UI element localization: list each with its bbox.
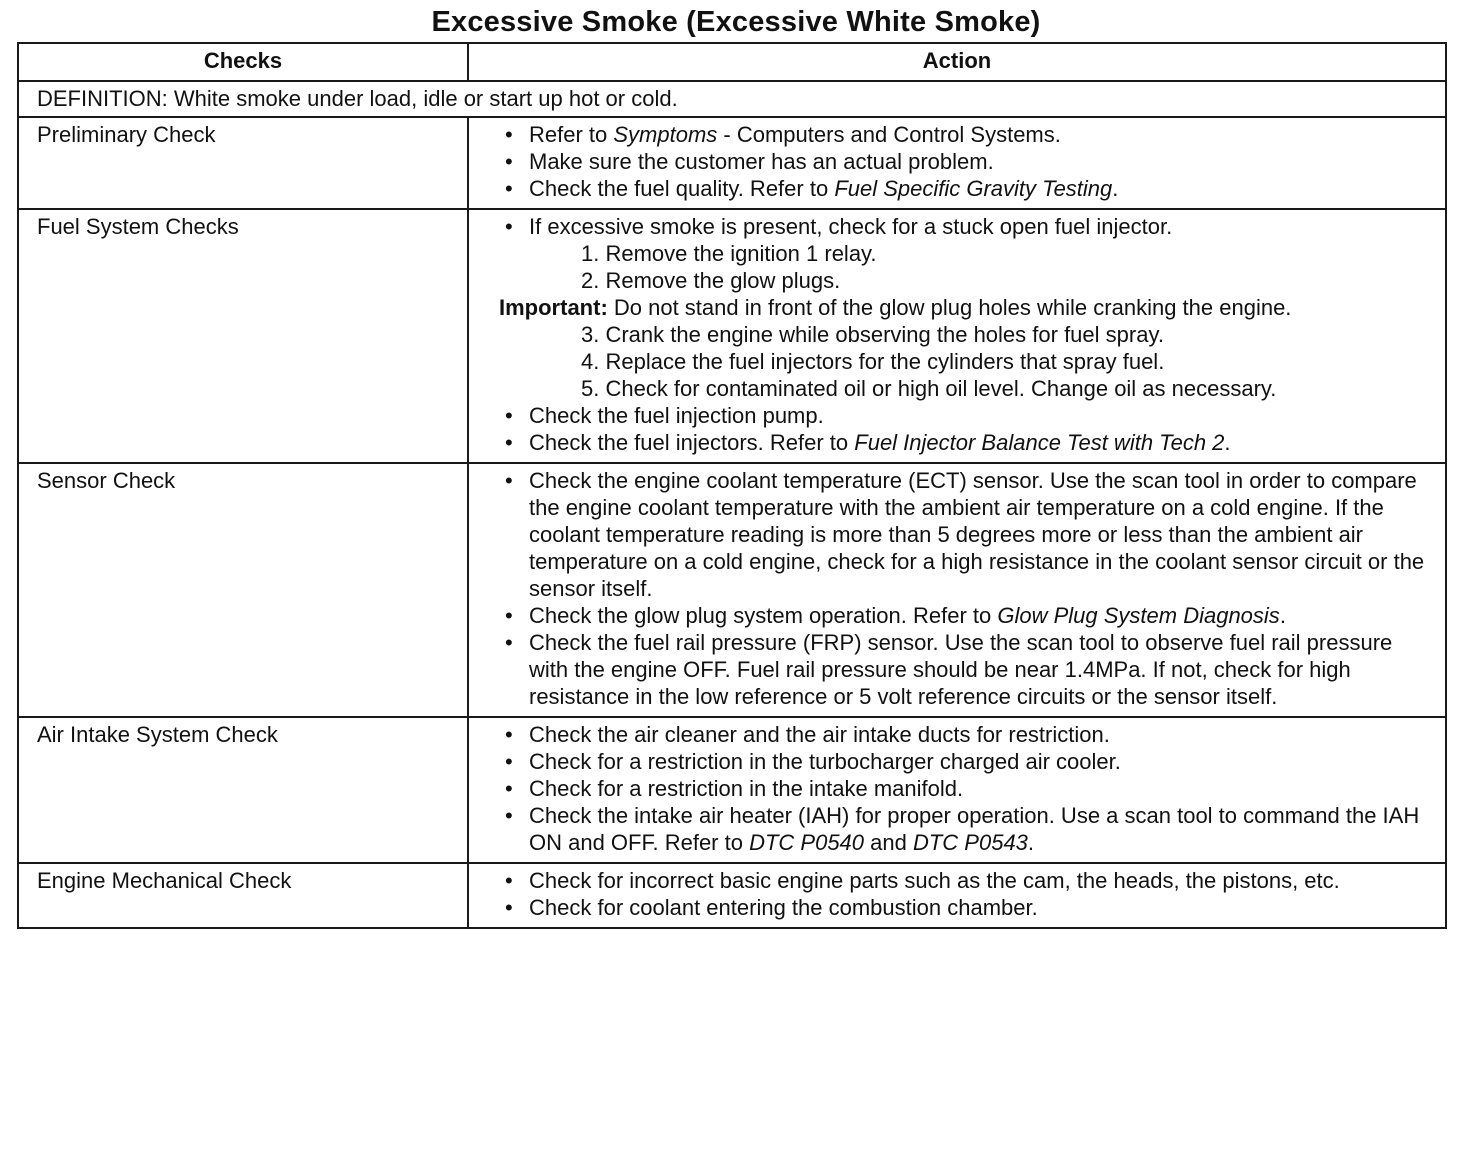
check-cell: Air Intake System Check — [18, 717, 468, 863]
page-title: Excessive Smoke (Excessive White Smoke) — [431, 6, 1041, 38]
action-cell — [468, 117, 1446, 209]
action-text: 5. Check for contaminated oil or high oil level. Change oil as necessary. — [581, 376, 1277, 401]
table-row — [18, 463, 1446, 717]
action-text: Check for a restriction in the turbocharger charged air cooler. — [529, 749, 1121, 774]
action-bullet-item — [499, 175, 1425, 202]
action-bullet-item — [499, 402, 1425, 429]
action-text: . — [1112, 176, 1119, 201]
table-row — [18, 209, 1446, 463]
table-row — [18, 717, 1446, 863]
table-body — [18, 81, 1446, 928]
action-cell — [468, 209, 1446, 463]
action-cell — [468, 463, 1446, 717]
reference-link: Symptoms — [613, 122, 718, 147]
action-text: Check the engine coolant temperature (ECT) sensor. Use the scan tool in order to compare the engine coolant temperature with the ambient air temperature on a cold engine. If the coolant temperature reading is more than 5 degrees more or less than the ambient air temperature on a cold engine, check for a high resistance in the coolant sensor circuit or the sensor itself. — [529, 468, 1425, 601]
action-text: Check for a restriction in the intake manifold. — [529, 776, 964, 801]
important-label: Important: — [499, 295, 608, 320]
action-text: If excessive smoke is present, check for a stuck open fuel injector. — [529, 214, 1173, 239]
action-text: and — [864, 830, 913, 855]
action-list — [499, 467, 1425, 710]
action-step-item — [499, 267, 1425, 294]
definition-cell: DEFINITION: White smoke under load, idle or start up hot or cold. — [18, 81, 1446, 117]
reference-link: Fuel Injector Balance Test with Tech 2 — [854, 430, 1225, 455]
header-row — [18, 43, 1446, 81]
action-bullet-item — [499, 748, 1425, 775]
action-text: Check the air cleaner and the air intake ducts for restriction. — [529, 722, 1110, 747]
check-cell: Preliminary Check — [18, 117, 468, 209]
reference-link: Fuel Specific Gravity Testing — [834, 176, 1113, 201]
action-text: 2. Remove the glow plugs. — [581, 268, 841, 293]
action-text: Refer to — [529, 122, 614, 147]
check-cell: Engine Mechanical Check — [18, 863, 468, 928]
reference-link: Glow Plug System Diagnosis — [997, 603, 1280, 628]
action-bullet-item — [499, 602, 1425, 629]
action-bullet-item — [499, 802, 1425, 856]
check-cell: Sensor Check — [18, 463, 468, 717]
action-text: 3. Crank the engine while observing the holes for fuel spray. — [581, 322, 1164, 347]
action-bullet-item — [499, 148, 1425, 175]
action-text: Check for coolant entering the combustion chamber. — [529, 895, 1038, 920]
action-bullet-item — [499, 894, 1425, 921]
table-row — [18, 117, 1446, 209]
action-text: Check the fuel rail pressure (FRP) sensor. Use the scan tool to observe fuel rail pressure with the engine OFF. Fuel rail pressure should be near 1.4MPa. If not, check for high resistance in the low reference or 5 volt reference circuits or the sensor itself. — [529, 630, 1393, 709]
action-step-item — [499, 240, 1425, 267]
action-text: Check the fuel injection pump. — [529, 403, 824, 428]
action-bullet-item — [499, 213, 1425, 240]
action-text: Check the fuel quality. Refer to — [529, 176, 835, 201]
action-bullet-item — [499, 121, 1425, 148]
action-cell — [468, 863, 1446, 928]
action-text: . — [1224, 430, 1231, 455]
check-cell: Fuel System Checks — [18, 209, 468, 463]
action-text: 4. Replace the fuel injectors for the cylinders that spray fuel. — [581, 349, 1165, 374]
action-bullet-item — [499, 467, 1425, 602]
action-text: 1. Remove the ignition 1 relay. — [581, 241, 877, 266]
action-text: . — [1027, 830, 1035, 855]
action-text: Check for incorrect basic engine parts such as the cam, the heads, the pistons, etc. — [529, 868, 1340, 893]
diagnostic-table — [17, 42, 1447, 929]
reference-link: DTC P0543 — [912, 830, 1028, 855]
action-bullet-item — [499, 721, 1425, 748]
reference-link: DTC P0540 — [749, 830, 865, 855]
action-text: Make sure the customer has an actual problem. — [529, 149, 994, 174]
action-text: - Computers and Control Systems. — [717, 122, 1061, 147]
important-note — [499, 294, 1425, 321]
action-cell — [468, 717, 1446, 863]
important-text: Do not stand in front of the glow plug holes while cranking the engine. — [607, 295, 1292, 320]
action-text: Check the glow plug system operation. Refer to — [529, 603, 998, 628]
action-text: Check the fuel injectors. Refer to — [529, 430, 855, 455]
action-header: Action — [468, 43, 1446, 81]
checks-header: Checks — [18, 43, 468, 81]
action-list — [499, 121, 1425, 202]
action-step-item — [499, 375, 1425, 402]
action-step-item — [499, 348, 1425, 375]
action-text: . — [1279, 603, 1286, 628]
action-list — [499, 721, 1425, 856]
action-list — [499, 867, 1425, 921]
table-row — [18, 863, 1446, 928]
action-step-item — [499, 321, 1425, 348]
action-bullet-item — [499, 867, 1425, 894]
action-list — [499, 213, 1425, 456]
action-bullet-item — [499, 429, 1425, 456]
action-bullet-item — [499, 629, 1425, 710]
definition-row — [18, 81, 1446, 117]
action-text: Check the intake air heater (IAH) for proper operation. Use a scan tool to command the IAH ON and OFF. Refer to — [529, 803, 1420, 855]
action-bullet-item — [499, 775, 1425, 802]
